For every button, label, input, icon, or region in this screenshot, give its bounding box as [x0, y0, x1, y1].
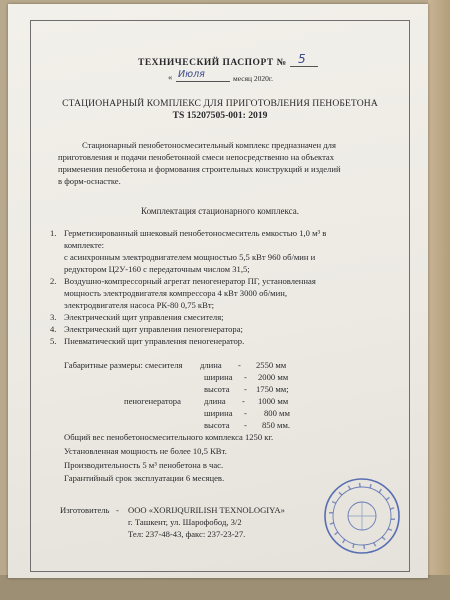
- maker-label: Изготовитель: [60, 505, 110, 515]
- product-heading: СТАЦИОНАРНЫЙ КОМПЛЕКС ДЛЯ ПРИГОТОВЛЕНИЯ ПЕНОБЕТОНА: [62, 98, 378, 109]
- passport-number: 5: [298, 52, 306, 66]
- maker-dash: -: [116, 505, 119, 515]
- standard-code: TS 15207505-001: 2019: [172, 110, 268, 121]
- item-3-number: 3.: [50, 312, 57, 322]
- mixer-width-dash: -: [244, 372, 247, 382]
- maker-phones: Тел: 237-48-43, факс: 237-23-27.: [128, 529, 246, 539]
- passport-title: ТЕХНИЧЕСКИЙ ПАСПОРТ №: [138, 58, 287, 68]
- mixer-length-label: длина: [200, 360, 222, 370]
- foam-width-label: ширина: [204, 408, 233, 418]
- mixer-length-value: 2550 мм: [256, 360, 287, 370]
- item-5-line-1: Пневматический щит управления пеногенератор.: [64, 336, 245, 346]
- spec-warranty: Гарантийный срок эксплуатации 6 месяцев.: [64, 473, 225, 483]
- number-underline: [290, 66, 318, 67]
- item-1-line-4: редуктором Ц2У-160 с передаточным числом 31,5;: [64, 264, 250, 274]
- intro-line-1: Стационарный пенобетоносмесительный комплекс предназначен для: [82, 140, 336, 150]
- item-1-line-1: Герметизированный шнековый пенобетоносмеситель емкостью 1,0 м³ в: [64, 228, 327, 238]
- foam-width-dash: -: [244, 408, 247, 418]
- item-2-line-1: Воздушно-компрессорный агрегат пеногенератор ПГ, установленная: [64, 276, 316, 286]
- background-table-edge: [428, 0, 450, 600]
- foam-length-label: длина: [204, 396, 226, 406]
- spec-weight: Общий вес пенобетоносмесительного комплекса 1250 кг.: [64, 432, 274, 442]
- item-2-number: 2.: [50, 276, 57, 286]
- mixer-width-label: ширина: [204, 372, 233, 382]
- item-1-line-3: с асинхронным электродвигателем мощностью 5,5 кВт 960 об/мин и: [64, 252, 316, 262]
- item-5-number: 5.: [50, 336, 57, 346]
- mixer-height-dash: -: [244, 384, 247, 394]
- foam-height-label: высота: [204, 420, 230, 430]
- foam-length-dash: -: [242, 396, 245, 406]
- date-underline: [176, 81, 230, 82]
- item-4-line-1: Электрический щит управления пеногенератора;: [64, 324, 243, 334]
- mixer-width-value: 2000 мм: [258, 372, 289, 382]
- company-seal-stamp: [322, 476, 402, 556]
- foam-width-value: 800 мм: [264, 408, 290, 418]
- item-2-line-2: мощность электродвигателя компрессора 4 кВт 3000 об/мин,: [64, 288, 287, 298]
- date-month-handwritten: Июля: [178, 69, 205, 80]
- spec-capacity: Производительность 5 м³ пенобетона в час.: [64, 460, 224, 470]
- intro-line-3: применения пенобетона и формования строительных конструкций и изделий: [58, 164, 341, 174]
- foam-height-value: 850 мм.: [262, 420, 291, 430]
- dimensions-label: Габаритные размеры: смесителя: [64, 360, 183, 370]
- foam-height-dash: -: [244, 420, 247, 430]
- kit-title: Комплектация стационарного комплекса.: [141, 206, 299, 216]
- intro-line-4: в форм-оснастке.: [58, 176, 121, 186]
- foam-length-value: 1000 мм: [258, 396, 289, 406]
- date-suffix: месяц 2020г.: [233, 74, 274, 83]
- item-1-line-2: комплекте:: [64, 240, 105, 250]
- mixer-height-value: 1750 мм;: [256, 384, 289, 394]
- maker-address: г. Ташкент, ул. Шарофобод, 3/2: [128, 517, 242, 527]
- item-1-number: 1.: [50, 228, 57, 238]
- mixer-length-dash: -: [238, 360, 241, 370]
- mixer-height-label: высота: [204, 384, 230, 394]
- date-open-quote: «: [168, 72, 173, 82]
- spec-power: Установленная мощность не более 10,5 КВт.: [64, 446, 227, 456]
- item-4-number: 4.: [50, 324, 57, 334]
- item-3-line-1: Электрический щит управления смесителя;: [64, 312, 224, 322]
- intro-line-2: приготовления и подачи пенобетонной смеси непосредственно на объектах: [58, 152, 335, 162]
- item-2-line-3: электродвигателя насоса РК-80 0,75 кВт;: [64, 300, 214, 310]
- foam-generator-label: пеногенератора: [124, 396, 181, 406]
- background-surface: [0, 575, 450, 600]
- maker-name: ООО «XORIJQURILISH TEXNOLOGIYA»: [128, 505, 285, 515]
